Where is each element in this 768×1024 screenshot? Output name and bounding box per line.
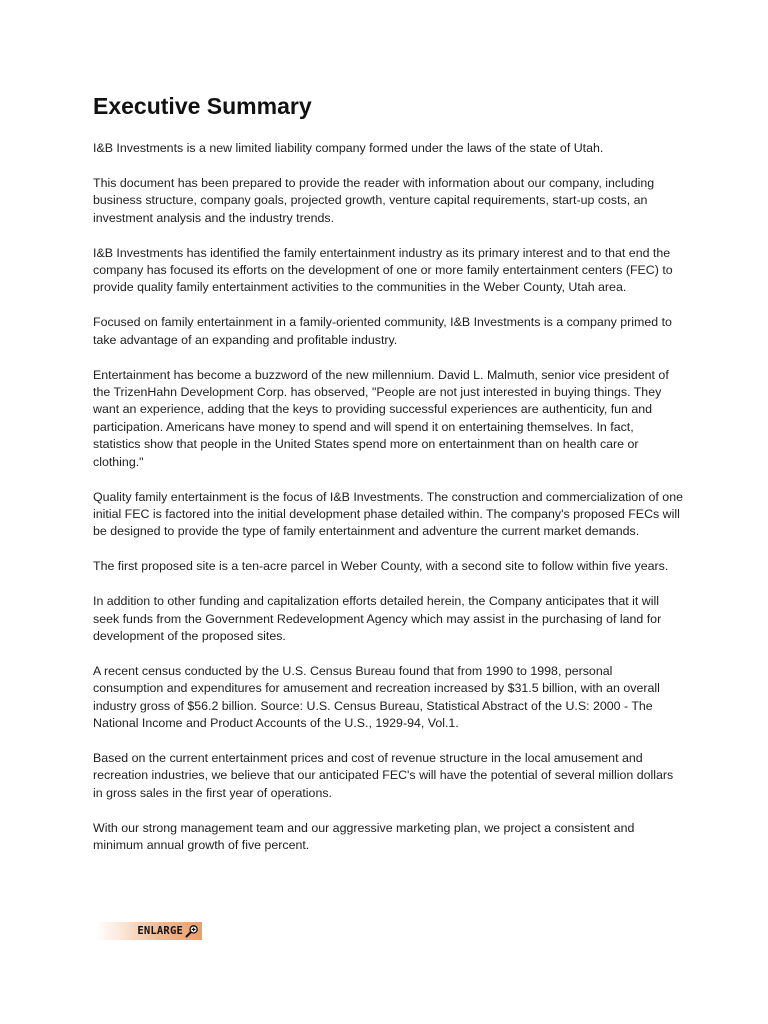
paragraph-growth-projection: With our strong management team and our aggressive marketing plan, we project a consistent and minimum annual growth of five percent.: [93, 820, 635, 853]
paragraph-document-purpose: This document has been prepared to provide the reader with information about our company, including business structure, company goals, projected growth, venture capital requirements, start-up costs, an investment analysis and the industry trends.: [93, 175, 655, 225]
enlarge-button-label: ENLARGE: [137, 925, 183, 937]
paragraph-entertainment-trend: Entertainment has become a buzzword of the new millennium. David L. Malmuth, senior vice president of the TrizenHahn Development Corp. has observed, "People are not just interested in buying things. They want an experience, adding that the keys to providing successful experiences are authenticity, fun and participation. Americans have money to spend and will spend it on entertaining themselves. In fact, statistics show that people in the United States spend more on entertainment than on health care or clothing.": [93, 367, 669, 469]
document-body: [93, 92, 683, 872]
enlarge-button[interactable]: [96, 922, 202, 940]
page-title: Executive Summary: [93, 93, 312, 119]
paragraph-company-positioning: Focused on family entertainment in a family-oriented community, I&B Investments is a company primed to take advantage of an expanding and profitable industry.: [93, 315, 672, 347]
enlarge-control: [96, 922, 202, 940]
magnifier-plus-icon: [185, 924, 199, 938]
paragraph-fec-development: Quality family entertainment is the focus of I&B Investments. The construction and commercialization of one initial FEC is factored into the initial development phase detailed within. The company's proposed FECs will be designed to provide the type of family entertainment and adventure the current market demands.: [93, 489, 683, 539]
paragraph-census-data: A recent census conducted by the U.S. Census Bureau found that from 1990 to 1998, personal consumption and expenditures for amusement and recreation increased by $31.5 billion, with an overall industry gross of $56.2 billion. Source: U.S. Census Bureau, Statistical Abstract of the U.S: 2000 - The National Income and Product Accounts of the U.S., 1929-94, Vol.1.: [93, 663, 660, 731]
paragraph-company-formation: I&B Investments is a new limited liability company formed under the laws of the state of Utah.: [93, 141, 604, 155]
paragraph-industry-focus: I&B Investments has identified the family entertainment industry as its primary interest and to that end the company has focused its efforts on the development of one or more family entertainment centers (FEC) to provide quality family entertainment activities to the communities in the Weber County, Utah area.: [93, 245, 673, 295]
paragraph-proposed-site: The first proposed site is a ten-acre parcel in Weber County, with a second site to follow within five years.: [93, 559, 669, 574]
paragraph-revenue-potential: Based on the current entertainment prices and cost of revenue structure in the local amusement and recreation industries, we believe that our anticipated FEC's will have the potential of several million dollars in gross sales in the first year of operations.: [93, 751, 674, 800]
paragraph-funding: In addition to other funding and capitalization efforts detailed herein, the Company anticipates that it will seek funds from the Government Redevelopment Agency which may assist in the purchasing of land for development of the proposed sites.: [93, 594, 662, 644]
